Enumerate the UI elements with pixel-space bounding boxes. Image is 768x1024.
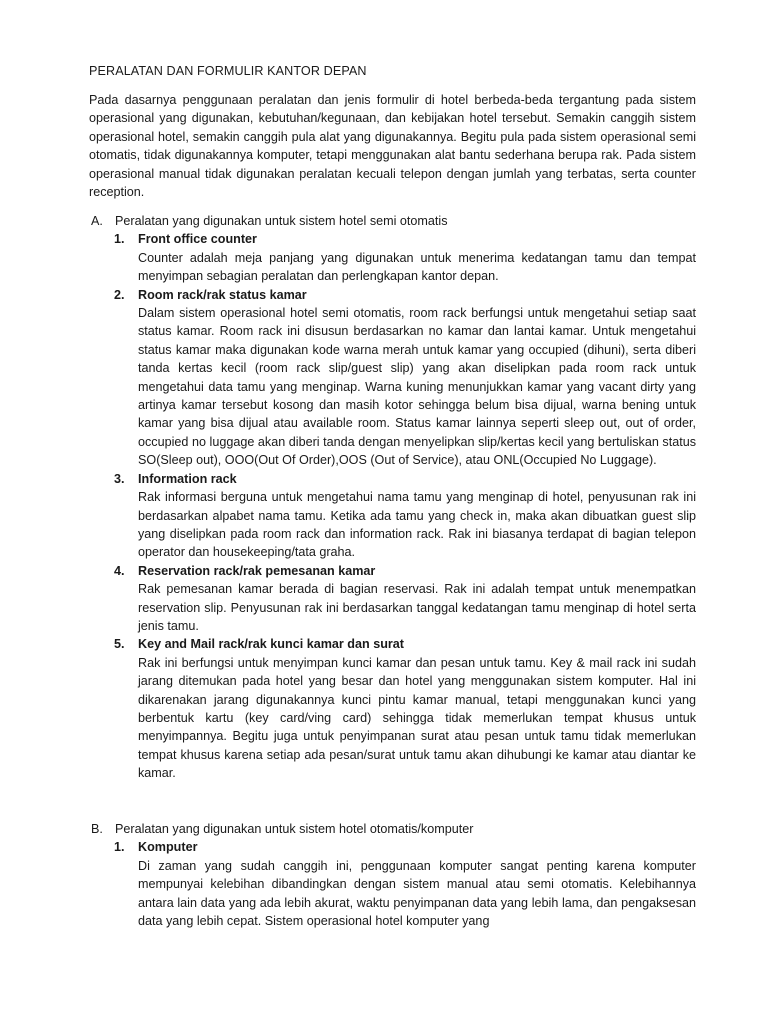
item-body: Dalam sistem operasional hotel semi otomatis, room rack berfungsi untuk mengetahui setiap saat status kamar. Room rack ini disusun berdasarkan no kamar dan lantai kamar. Untuk mengetahui status kamar maka digunakan kode warna merah untuk kamar yang occupied (dihuni), serta diberi tanda kertas kecil (room rack slip/guest slip) yang akan diselipkan pada room rack untuk mengetahui data tamu yang menginap. Warna kuning menunjukkan kamar yang vacant dirty yang artinya kamar tersebut kosong dan masih kotor sehingga belum bisa dijual, warna bening untuk kamar yang bisa dijual atau available room. Status kamar lainnya seperti sleep out, out of order, occupied no luggage akan diberi tanda dengan menyelipkan slip/kertas kecil yang bertuliskan status SO(Sleep out), OOO(Out Of Order),OOS (Out of Service), atau ONL(Occupied No Luggage). [138,306,696,468]
item-title: Information rack [138,471,237,486]
section-heading-text: Peralatan yang digunakan untuk sistem hotel semi otomatis [115,214,448,228]
item-number: 5. [114,637,125,652]
list-item [89,286,696,470]
item-number: 1. [114,232,125,247]
item-title: Front office counter [138,232,257,247]
item-body: Rak pemesanan kamar berada di bagian reservasi. Rak ini adalah tempat untuk menempatkan reservation slip. Penyusunan rak ini berdasarkan tanggal kedatangan tamu menginap di hotel serta jenis tamu. [138,582,696,633]
list-item [89,562,696,636]
item-body: Rak informasi berguna untuk mengetahui nama tamu yang menginap di hotel, penyusunan rak ini berdasarkan alpabet nama tamu. Ketika ada tamu yang check in, maka akan dibuatkan guest slip yang diselipkan pada room rack dan information rack. Rak ini biasanya terdapat di bagian telepon operator dan housekeeping/tata graha. [138,490,696,560]
item-title: Room rack/rak status kamar [138,287,307,302]
section-letter: B. [91,822,103,836]
item-number: 2. [114,287,125,302]
intro-paragraph: Pada dasarnya penggunaan peralatan dan jenis formulir di hotel berbeda-beda tergantung pada sistem operasional yang digunakan, kebutuhan/kegunaan, dan kebijakan hotel tersebut. Semakin canggih sistem operasional hotel, semakin canggih pula alat yang digunakannya. Begitu pula pada sistem operasional semi otomatis, tidak digunakannya komputer, tetapi menggunakan alat bantu sederhana berupa rak. Pada sistem operasional manual tidak digunakan peralatan kecuali telepon dengan jumlah yang terbatas, serta counter reception. [89,93,696,200]
item-body: Di zaman yang sudah canggih ini, penggunaan komputer sangat penting karena komputer mempunyai kelebihan dibandingkan dengan sistem manual atau semi otomatis. Kelebihannya antara lain data yang ada lebih akurat, waktu penyimpanan data yang lebih lama, dan pengaksesan data yang lebih cepat. Sistem operasional hotel komputer yang [138,858,696,929]
item-list [89,838,696,930]
item-list [89,230,696,782]
section-heading [89,212,696,230]
list-item [89,838,696,930]
section-heading [89,820,696,838]
section-b [89,820,696,930]
item-title: Reservation rack/rak pemesanan kamar [138,563,376,578]
section-letter: A. [91,214,103,228]
section-a [89,212,696,783]
section-heading-text: Peralatan yang digunakan untuk sistem hotel otomatis/komputer [115,822,474,836]
item-number: 1. [114,840,125,855]
list-item [89,470,696,562]
document-title: PERALATAN DAN FORMULIR KANTOR DEPAN [89,64,367,78]
item-title: Key and Mail rack/rak kunci kamar dan surat [138,637,404,652]
list-item [89,635,696,782]
item-body: Rak ini berfungsi untuk menyimpan kunci kamar dan pesan untuk tamu. Key & mail rack ini sudah jarang ditemukan pada hotel yang besar dan hotel yang menggunakan sistem komputer. Hal ini dikarenakan jarang digunakannya kunci pintu kamar manual, tetapi menggunakan kunci yang berbentuk kartu (key card/ving card) sehingga tidak memerlukan tempat khusus untuk menyimpannya. Begitu juga untuk penyimpanan surat atau pesan untuk tamu tidak memerlukan tempat khusus karena setiap ada pesan/surat untuk tamu akan dihubungi ke kamar atau diantar ke kamar. [138,655,696,781]
item-number: 4. [114,563,125,578]
item-number: 3. [114,471,125,486]
list-item [89,230,696,285]
item-body: Counter adalah meja panjang yang digunakan untuk menerima kedatangan tamu dan tempat menyimpan sebagian peralatan dan perlengkapan kantor depan. [138,250,696,284]
item-title: Komputer [138,840,198,855]
